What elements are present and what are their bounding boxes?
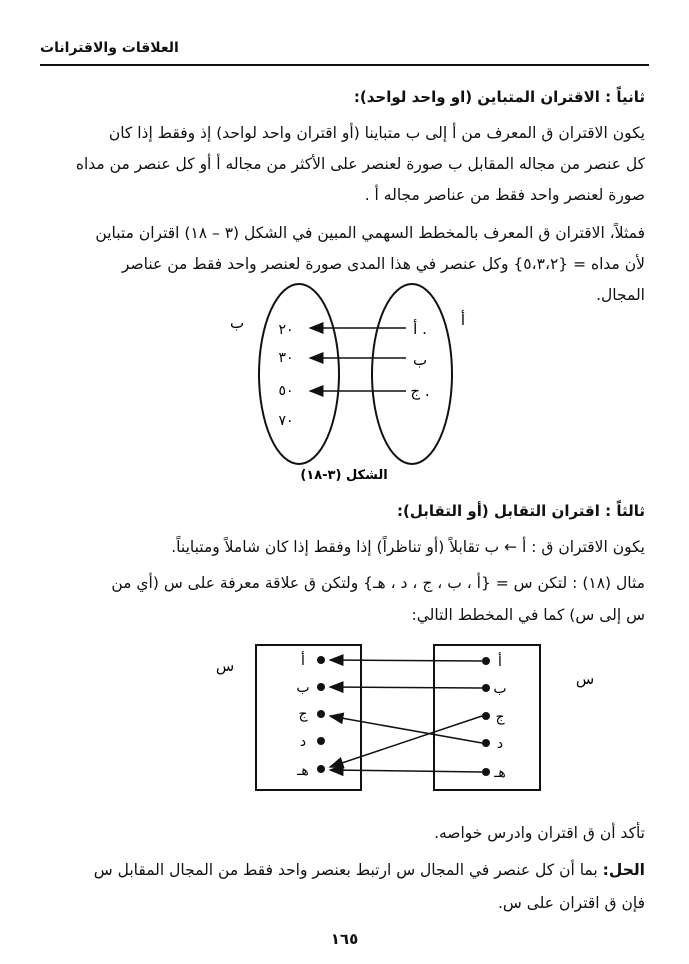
- injective-def-line-3: صورة لعنصر واحد فقط من عناصر مجاله أ .: [364, 186, 645, 204]
- solution-line-2: فإن ق اقتران على س.: [497, 894, 645, 912]
- codomain-item-30: ٣٠: [278, 350, 294, 366]
- domain-item-a: أ .: [413, 320, 427, 338]
- codomain-label-b: ب: [296, 680, 310, 696]
- example-18-line-2: س إلى س) كما في المخطط التالي:: [411, 606, 645, 624]
- left-set-label: س: [215, 657, 235, 675]
- page-number: ١٦٥: [330, 930, 359, 948]
- section-heading-bijection: ثالثاً : اقتران التقابل (أو التقابل):: [397, 502, 645, 520]
- codomain-ellipse: [259, 284, 339, 464]
- example-18-line-1: مثال (١٨) : لتكن س = {أ ، ب ، ج ، د ، هـ} ولتكن ق علاقة معرفة على س (أي من: [111, 574, 645, 592]
- codomain-label-e: هـ: [297, 763, 309, 779]
- set-b-label: ب: [229, 314, 245, 332]
- codomain-label-a: أ: [301, 653, 305, 669]
- codomain-item-70: ٧٠: [278, 413, 294, 429]
- right-set-label: س: [575, 670, 595, 688]
- solution-label: الحل:: [602, 861, 645, 879]
- bijection-def-line: يكون الاقتران ق : أ ← ب تقابلاً (أو تناظراً) إذا وفقط إذا كان شاملاً ومتبايناً.: [171, 538, 645, 556]
- header-title: العلاقات والاقترانات: [40, 40, 179, 56]
- domain-label-b: ب: [493, 681, 507, 697]
- domain-label-e: هـ: [494, 765, 506, 781]
- domain-ellipse: [372, 284, 452, 464]
- domain-item-b: ب: [412, 351, 428, 369]
- injective-def-line-1: يكون الاقتران ق المعرف من أ إلى ب متباينا (أو اقتران واحد لواحد) إذ وفقط إذا كان: [108, 124, 645, 142]
- codomain-item-20: ٢٠: [278, 322, 294, 338]
- section-heading-injective: ثانياً : الاقتران المتباين (او واحد لواحد):: [353, 88, 645, 106]
- codomain-label-d: د: [299, 734, 307, 750]
- codomain-item-50: ٥٠: [278, 383, 294, 399]
- solution-line-1: [44, 855, 645, 886]
- domain-label-d: د: [496, 736, 504, 752]
- set-a-label: أ: [460, 311, 466, 329]
- task-line: تأكد أن ق اقتران وادرس خواصه.: [434, 824, 645, 842]
- injective-example-line-3: المجال.: [596, 286, 645, 304]
- domain-label-a: أ: [498, 654, 502, 670]
- figure-caption: الشكل (٣-١٨): [300, 468, 388, 483]
- domain-label-c: ج: [495, 709, 505, 725]
- injective-def-line-2: كل عنصر من مجاله المقابل ب صورة لعنصر على الأكثر من مجاله أ أو كل عنصر من مداه: [75, 155, 645, 173]
- codomain-label-c: ج: [298, 706, 308, 722]
- domain-item-c: ج .: [410, 382, 430, 400]
- injective-example-line-1: فمثلاً، الاقتران ق المعرف بالمخطط السهمي المبين في الشكل (٣ – ١٨) اقتران متباين: [95, 224, 645, 242]
- injective-example-line-2: لأن مداه = {٥،٣،٢} وكل عنصر في هذا المدى صورة لعنصر واحد فقط من عناصر: [121, 255, 645, 273]
- solution-text-1: بما أن كل عنصر في المجال س ارتبط بعنصر واحد فقط من المجال المقابل س: [93, 861, 598, 879]
